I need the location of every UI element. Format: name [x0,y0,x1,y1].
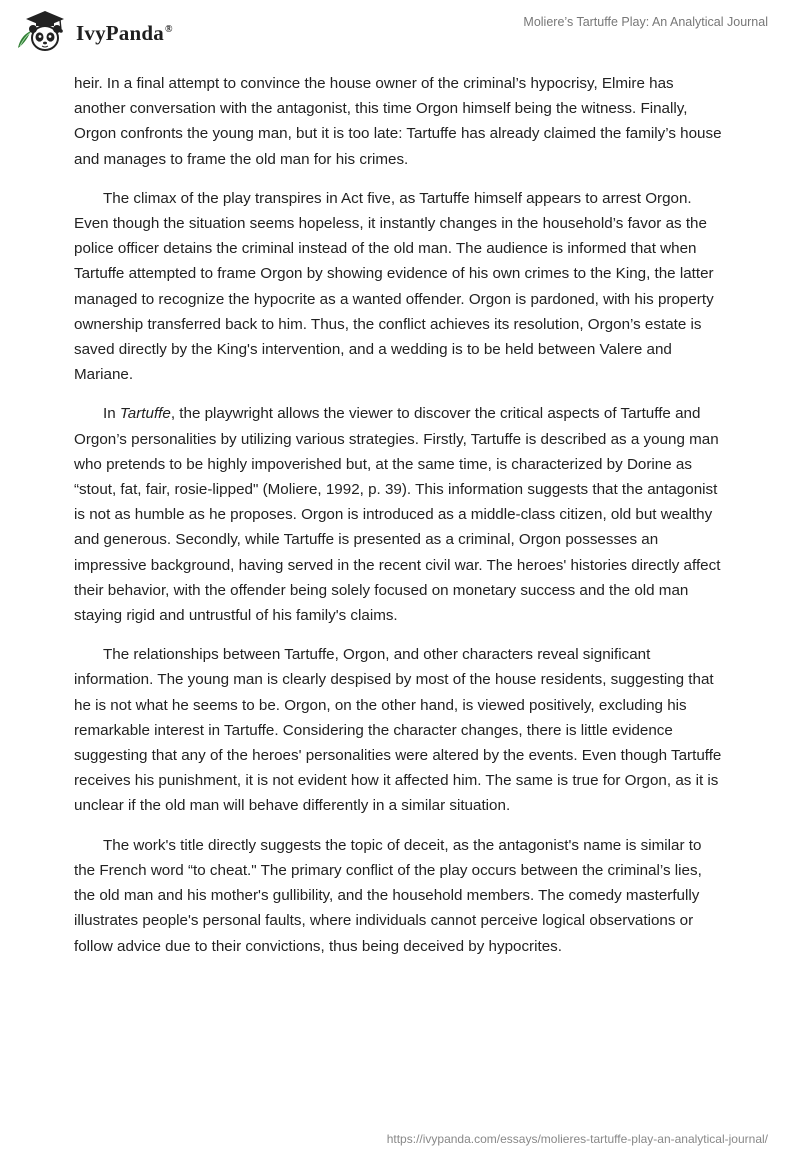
logo[interactable] [14,8,173,59]
paragraph-3 [74,401,724,628]
document-title: Moliere’s Tartuffe Play: An Analytical Journal [523,15,768,29]
brand-name: IvyPanda® [76,21,173,45]
paragraph-2: The climax of the play transpires in Act five, as Tartuffe himself appears to arrest Orgon. Even though the situation seems hopeless, it instantly changes in the household’s favor as the police officer detains the criminal instead of the old man. The audience is informed that when Tartuffe attempted to frame Orgon by showing evidence of his own crimes to the King, the latter managed to recognize the hypocrite as a wanted offender. Orgon is pardoned, with his property ownership transferred back to him. Thus, the conflict achieves its resolution, Orgon’s estate is saved directly by the King's intervention, and a wedding is to be held between Valere and Mariane. [74,189,714,384]
source-url[interactable]: https://ivypanda.com/essays/molieres-tartuffe-play-an-analytical-journal/ [386,1132,768,1146]
paragraph-3-lead: In [103,405,120,423]
play-title-italic: Tartuffe [119,405,171,423]
paragraph-1: heir. In a final attempt to convince the house owner of the criminal’s hypocrisy, Elmire has another conversation with the antagonist, this time Orgon himself being the witness. Finally, Orgon confronts the young man, but it is too late: Tartuffe has already claimed the family’s house and manages to frame the old man for his crimes. [74,75,722,168]
paragraph-5: The work's title directly suggests the topic of deceit, as the antagonist's name is similar to the French word “to cheat." The primary conflict of the play occurs between the criminal’s lies, the old man and his mother's gullibility, and the household members. The comedy masterfully illustrates people's personal faults, where individuals cannot perceive logical observations or follow advice due to their convictions, thus being deceived by hypocrites. [74,836,702,955]
paragraph-3-rest: , the playwright allows the viewer to discover the critical aspects of Tartuffe and Orgon’s personalities by utilizing various strategies. Firstly, Tartuffe is described as a young man who pretends to be highly impoverished but, at the same time, is characterized by Dorine as “stout, fat, fair, rosie-lipped" (Moliere, 1992, p. 39). This information suggests that the antagonist is not as humble as he proposes. Orgon is introduced as a middle-class citizen, old but wealthy and generous. Secondly, while Tartuffe is presented as a criminal, Orgon possesses an impressive background, having served in the recent civil war. The heroes' histories directly affect their behavior, with the offender being solely focused on monetary success and the old man staying rigid and untrustful of his family's claims. [74,405,721,625]
page-header [0,0,800,60]
essay-body [74,71,724,973]
panda-mascot-icon [14,8,72,59]
paragraph-4: The relationships between Tartuffe, Orgon, and other characters reveal significant information. The young man is clearly despised by most of the house residents, suggesting that he is not what he seems to be. Orgon, on the other hand, is viewed positively, excluding his remarkable interest in Tartuffe. Considering the character changes, there is little evidence suggesting that any of the heroes' personalities were altered by the events. Even though Tartuffe receives his punishment, it is not evident how it affected him. The same is true for Orgon, as it is unclear if the old man will behave differently in a similar situation. [74,646,722,815]
registered-mark: ® [164,24,173,35]
